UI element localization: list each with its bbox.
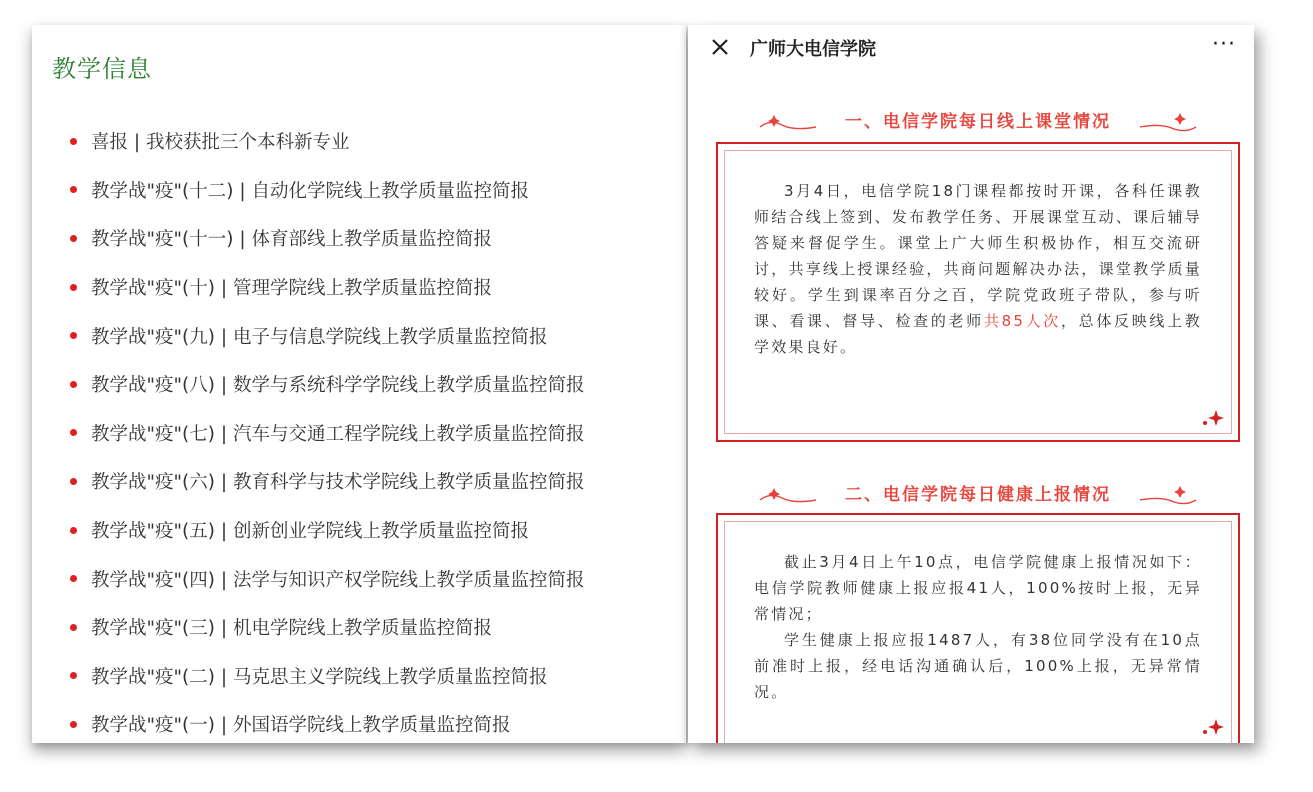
- news-item[interactable]: [70, 166, 584, 215]
- news-item[interactable]: [70, 214, 584, 263]
- news-link[interactable]: 教学战"疫"(九) | 电子与信息学院线上教学质量监控简报: [91, 326, 548, 348]
- wechat-article-view: [688, 25, 1254, 743]
- news-link[interactable]: 教学战"疫"(五) | 创新创业学院线上教学质量监控简报: [91, 521, 529, 543]
- news-link[interactable]: 喜报 | 我校获批三个本科新专业: [91, 132, 350, 154]
- news-item[interactable]: [70, 409, 584, 458]
- card-paragraph: [754, 549, 1202, 705]
- paragraph-text: 学生健康上报应报1487人，有38位同学没有在10点前准时上报，经电话沟通确认后，100%上报，无异常情况。: [754, 631, 1202, 701]
- card-paragraph: [754, 178, 1202, 360]
- news-list: [70, 117, 584, 749]
- more-options-icon[interactable]: ···: [1212, 32, 1236, 57]
- news-item[interactable]: [70, 263, 584, 312]
- news-item[interactable]: [70, 117, 584, 166]
- news-item[interactable]: [70, 554, 584, 603]
- ornament-right-icon: [1138, 105, 1198, 135]
- news-item[interactable]: [70, 603, 584, 652]
- account-title: 广师大电信学院: [750, 39, 876, 60]
- bullet-icon: [70, 624, 77, 631]
- bullet-icon: [70, 332, 77, 339]
- news-item[interactable]: [70, 360, 584, 409]
- news-link[interactable]: 教学战"疫"(十一) | 体育部线上教学质量监控简报: [91, 229, 492, 251]
- bullet-icon: [70, 284, 77, 291]
- news-link[interactable]: 教学战"疫"(六) | 教育科学与技术学院线上教学质量监控简报: [91, 472, 585, 494]
- bullet-icon: [70, 527, 77, 534]
- ornament-right-icon: [1138, 478, 1198, 508]
- news-link[interactable]: 教学战"疫"(一) | 外国语学院线上教学质量监控简报: [91, 715, 511, 737]
- news-item[interactable]: [70, 506, 584, 555]
- section-header-2: [758, 478, 1198, 508]
- section-heading: 一、电信学院每日线上课堂情况: [845, 112, 1111, 132]
- news-item[interactable]: [70, 311, 584, 360]
- news-link[interactable]: 教学战"疫"(四) | 法学与知识产权学院线上教学质量监控简报: [91, 569, 585, 591]
- paragraph-text: 3月4日，电信学院18门课程都按时开课，各科任课教师结合线上签到、发布教学任务、开展课堂互动、课后辅导答疑来督促学生。课堂上广大师生积极协作，相互交流研讨，共享线上授课经验，共商问题解决办法，课堂教学质量较好。学生到课率百分之百，学院党政班子带队，参与听课、看课、督导、检查的老师: [754, 182, 1202, 330]
- sparkle-icon: [1200, 717, 1226, 739]
- bullet-icon: [70, 721, 77, 728]
- bullet-icon: [70, 186, 77, 193]
- highlight-count: 共85人次: [983, 312, 1061, 330]
- news-link[interactable]: 教学战"疫"(二) | 马克思主义学院线上教学质量监控简报: [91, 666, 548, 688]
- news-item[interactable]: [70, 652, 584, 701]
- news-item[interactable]: [70, 457, 584, 506]
- bullet-icon: [70, 381, 77, 388]
- news-item[interactable]: [70, 700, 584, 749]
- bullet-icon: [70, 575, 77, 582]
- bullet-icon: [70, 429, 77, 436]
- content-card-2: [716, 513, 1240, 743]
- bullet-icon: [70, 235, 77, 242]
- close-icon[interactable]: [708, 35, 732, 59]
- bullet-icon: [70, 478, 77, 485]
- news-link[interactable]: 教学战"疫"(三) | 机电学院线上教学质量监控简报: [91, 618, 492, 640]
- teaching-info-panel: [32, 25, 686, 743]
- news-link[interactable]: 教学战"疫"(十二) | 自动化学院线上教学质量监控简报: [91, 180, 529, 202]
- news-link[interactable]: 教学战"疫"(七) | 汽车与交通工程学院线上教学质量监控简报: [91, 423, 585, 445]
- news-link[interactable]: 教学战"疫"(八) | 数学与系统科学学院线上教学质量监控简报: [91, 375, 585, 397]
- bullet-icon: [70, 672, 77, 679]
- bullet-icon: [70, 138, 77, 145]
- section-header-1: [758, 105, 1198, 135]
- news-link[interactable]: 教学战"疫"(十) | 管理学院线上教学质量监控简报: [91, 278, 492, 300]
- content-card-1: [716, 142, 1240, 442]
- panel-title: 教学信息: [52, 55, 152, 83]
- section-heading: 二、电信学院每日健康上报情况: [845, 485, 1111, 505]
- article-top-bar: [688, 25, 1254, 69]
- sparkle-icon: [1200, 408, 1226, 430]
- paragraph-text-end: ，总体反映线上教学效果良好。: [754, 312, 1202, 356]
- paragraph-text: 截止3月4日上午10点，电信学院健康上报情况如下：电信学院教师健康上报应报41人，100%按时上报，无异常情况；: [754, 553, 1202, 623]
